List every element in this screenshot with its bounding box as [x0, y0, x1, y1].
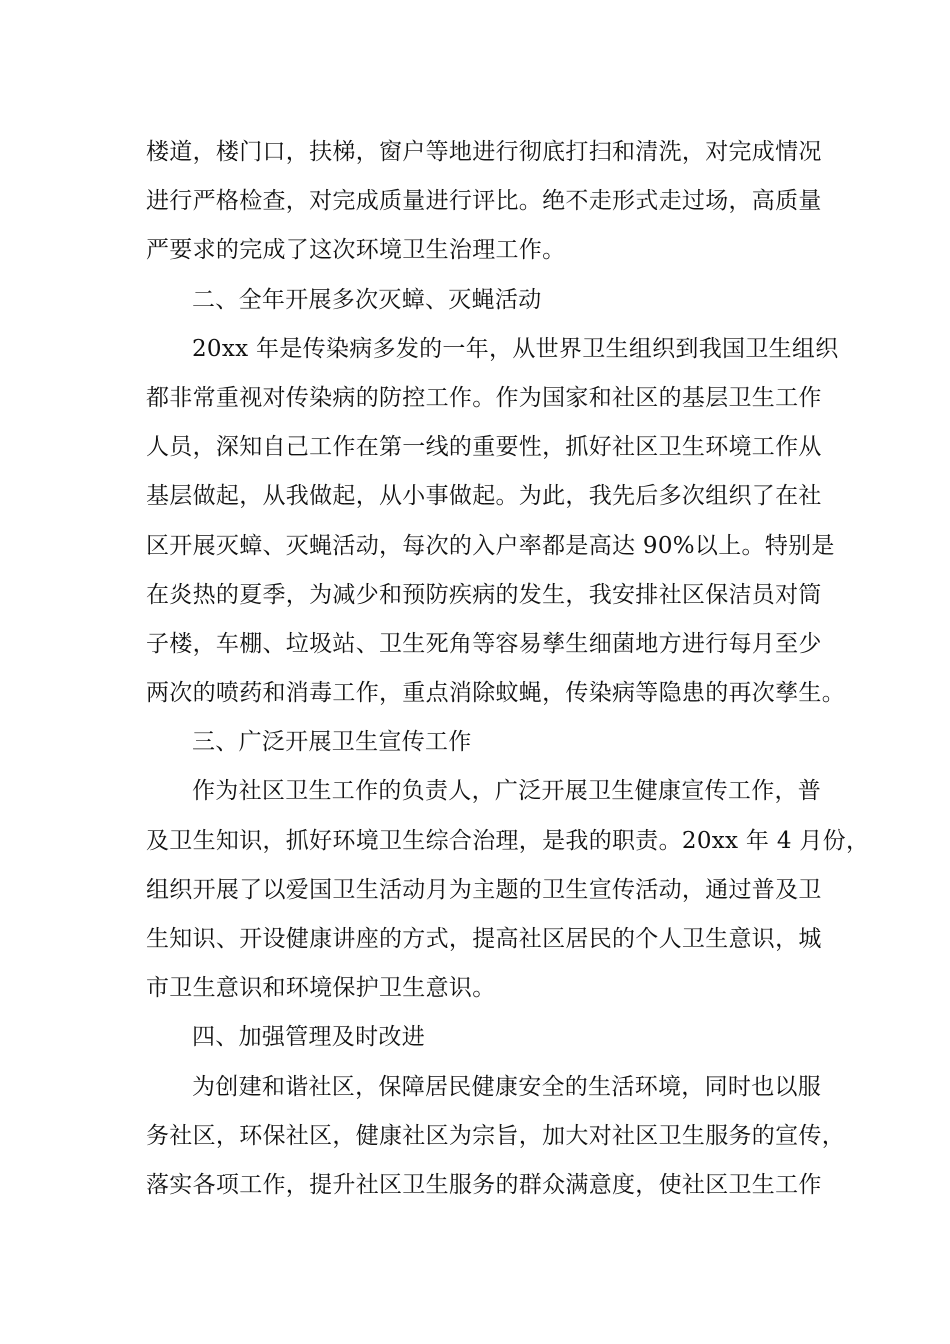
paragraph-line: 进行严格检查，对完成质量进行评比。绝不走形式走过场，高质量 [146, 188, 822, 215]
section-heading: 三、广泛开展卫生宣传工作 [192, 729, 472, 756]
paragraph-line: 在炎热的夏季，为减少和预防疾病的发生，我安排社区保洁员对筒 [146, 581, 822, 608]
paragraph-line: 基层做起，从我做起，从小事做起。为此，我先后多次组织了在社 [146, 483, 822, 510]
paragraph-line: 子楼，车棚、垃圾站、卫生死角等容易孳生细菌地方进行每月至少 [146, 630, 822, 657]
paragraph-line: 楼道，楼门口，扶梯，窗户等地进行彻底打扫和清洗，对完成情况 [146, 139, 822, 165]
document-body [146, 128, 870, 1210]
paragraph-line: 市卫生意识和环境保护卫生意识。 [146, 975, 496, 1002]
paragraph-line: 区开展灭蟑、灭蝇活动，每次的入户率都是高达 90%以上。特别是 [146, 532, 835, 559]
paragraph-line: 人员，深知自己工作在第一线的重要性，抓好社区卫生环境工作从 [146, 434, 822, 461]
paragraph-line: 及卫生知识，抓好环境卫生综合治理，是我的职责。20xx 年 4 月份， [146, 827, 870, 854]
paragraph-line: 都非常重视对传染病的防控工作。作为国家和社区的基层卫生工作 [146, 384, 822, 411]
paragraph-line: 生知识、开设健康讲座的方式，提高社区居民的个人卫生意识，城 [146, 926, 822, 952]
section-heading: 四、加强管理及时改进 [192, 1024, 425, 1051]
paragraph-line: 20xx 年是传染病多发的一年，从世界卫生组织到我国卫生组织 [192, 335, 839, 362]
paragraph-line: 为创建和谐社区，保障居民健康安全的生活环境，同时也以服 [192, 1073, 822, 1100]
section-heading: 二、全年开展多次灭蟑、灭蝇活动 [192, 286, 542, 313]
paragraph-line: 作为社区卫生工作的负责人，广泛开展卫生健康宣传工作，普 [192, 778, 822, 805]
paragraph-line: 务社区，环保社区，健康社区为宗旨，加大对社区卫生服务的宣传， [146, 1122, 845, 1149]
paragraph-line: 组织开展了以爱国卫生活动月为主题的卫生宣传活动，通过普及卫 [146, 876, 822, 903]
paragraph-line: 两次的喷药和消毒工作，重点消除蚊蝇，传染病等隐患的再次孳生。 [146, 680, 845, 707]
paragraph-line: 落实各项工作，提升社区卫生服务的群众满意度，使社区卫生工作 [146, 1171, 822, 1198]
paragraph-line: 严要求的完成了这次环境卫生治理工作。 [146, 237, 566, 264]
